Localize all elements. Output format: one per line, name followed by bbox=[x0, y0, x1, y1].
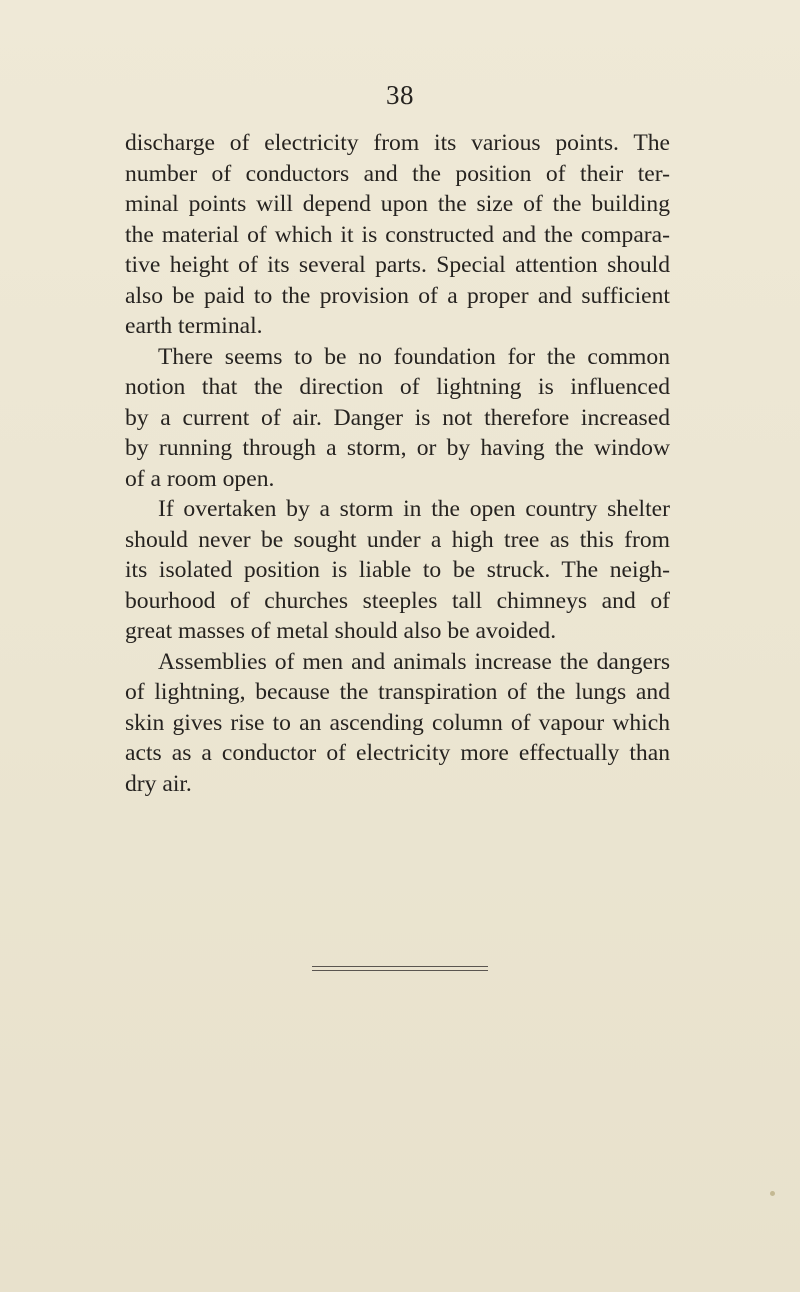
text-line: should never be sought under a high tree as this from bbox=[125, 526, 670, 553]
text-line: number of conductors and the position of their ter- bbox=[125, 160, 670, 187]
text-line: its isolated position is liable to be struck. The neigh- bbox=[125, 557, 670, 583]
text-line: of a room open. bbox=[125, 465, 275, 492]
paragraph-3 bbox=[125, 494, 670, 647]
end-rule-upper bbox=[312, 966, 488, 967]
text-line: of lightning, because the transpiration of the lungs and bbox=[125, 679, 670, 705]
text-line: Assemblies of men and animals increase the dangers bbox=[158, 648, 670, 675]
page-number: 38 bbox=[386, 80, 414, 110]
paragraph-2 bbox=[125, 342, 670, 495]
text-line: skin gives rise to an ascending column of vapour which bbox=[125, 709, 670, 736]
end-rule-lower bbox=[312, 970, 488, 971]
text-line: by a current of air. Danger is not therefore increased bbox=[125, 404, 670, 431]
paper-speck bbox=[770, 1191, 775, 1196]
text-line: also be paid to the provision of a proper and sufficient bbox=[125, 282, 670, 309]
text-line: minal points will depend upon the size of the building bbox=[125, 191, 670, 217]
paragraph-4 bbox=[125, 647, 670, 800]
text-line: by running through a storm, or by having the window bbox=[125, 435, 670, 461]
paragraph-1 bbox=[125, 128, 670, 342]
text-line: earth terminal. bbox=[125, 313, 263, 339]
text-line: acts as a conductor of electricity more effectually than bbox=[125, 740, 670, 766]
text-line: notion that the direction of lightning is influenced bbox=[125, 374, 670, 400]
text-line: the material of which it is constructed and the compara- bbox=[125, 221, 670, 248]
text-line: great masses of metal should also be avoided. bbox=[125, 618, 557, 644]
text-line: If overtaken by a storm in the open country shelter bbox=[158, 496, 670, 522]
text-line: There seems to be no foundation for the common bbox=[158, 343, 670, 370]
text-line: dry air. bbox=[125, 770, 192, 797]
text-line: discharge of electricity from its various points. The bbox=[125, 130, 670, 156]
text-line: tive height of its several parts. Special attention should bbox=[125, 252, 670, 278]
body-text bbox=[125, 128, 670, 799]
text-line: bourhood of churches steeples tall chimneys and of bbox=[125, 587, 670, 614]
